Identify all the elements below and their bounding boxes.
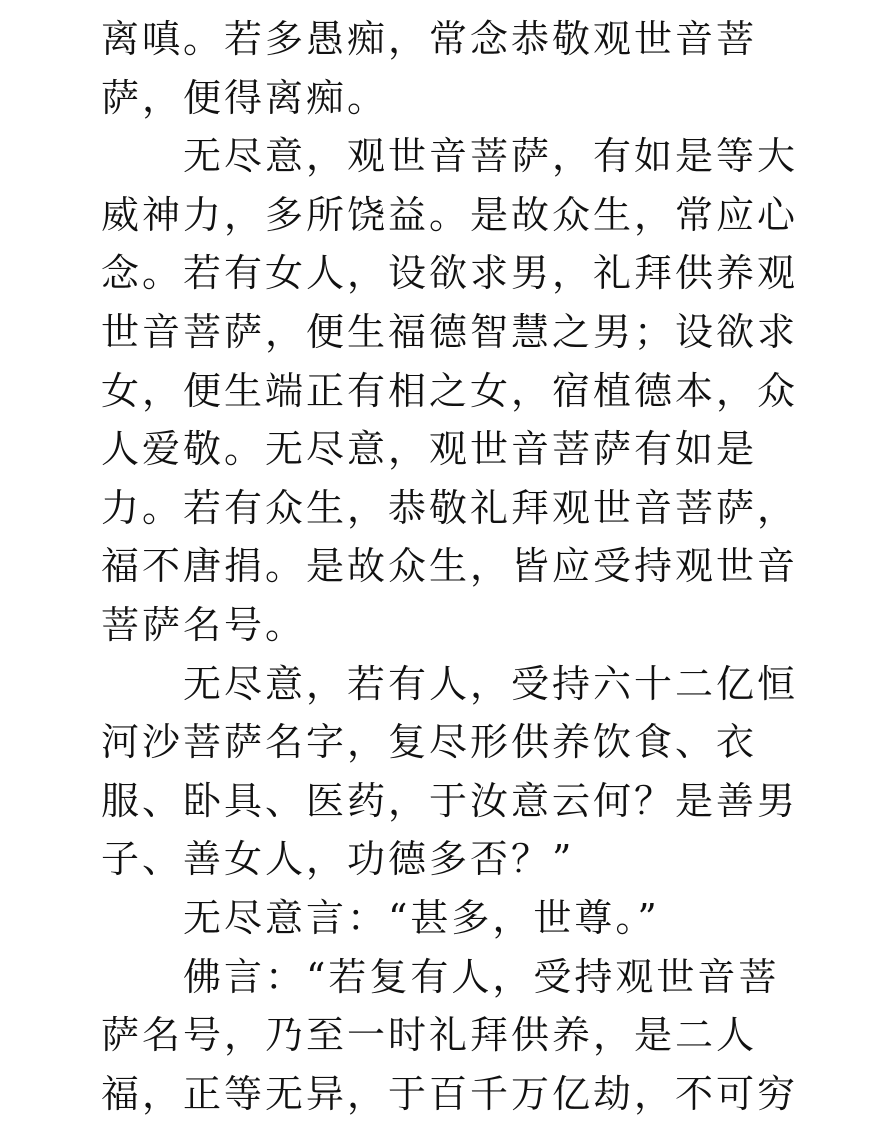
text-line: 萨，便得离痴。	[101, 75, 389, 120]
text-line: 力。若有众生，恭敬礼拜观世音菩萨，	[101, 485, 799, 530]
text-line: 福不唐捐。是故众生，皆应受持观世音	[101, 544, 799, 589]
text-line: 威神力，多所饶益。是故众生，常应心	[101, 192, 799, 237]
text-line: 离嗔。若多愚痴，常念恭敬观世音菩	[101, 17, 758, 61]
text-line: 女，便生端正有相之女，宿植德本，众	[101, 368, 799, 413]
text-line: 福，正等无异，于百千万亿劫，不可穷	[101, 1071, 799, 1116]
text-line: 河沙菩萨名字，复尽形供养饮食、衣	[101, 720, 758, 765]
text-line: 萨名号，乃至一时礼拜供养，是二人	[101, 1013, 758, 1058]
text-line: 子、善女人，功德多否？”	[101, 837, 575, 882]
sutra-text-body	[101, 10, 801, 1123]
text-line: 服、卧具、医药，于汝意云何？是善男	[101, 778, 799, 823]
text-line: 念。若有女人，设欲求男，礼拜供养观	[101, 251, 799, 296]
text-line: 佛言：“若复有人，受持观世音菩	[183, 954, 780, 999]
text-line: 无尽意，若有人，受持六十二亿恒	[183, 661, 799, 706]
text-line: 无尽意言：“甚多，世尊。”	[183, 895, 660, 940]
text-line: 世音菩萨，便生福德智慧之男；设欲求	[101, 309, 799, 354]
text-line: 无尽意，观世音菩萨，有如是等大	[183, 134, 799, 179]
text-line: 菩萨名号。	[101, 602, 307, 647]
text-line: 人爱敬。无尽意，观世音菩萨有如是	[101, 427, 758, 472]
